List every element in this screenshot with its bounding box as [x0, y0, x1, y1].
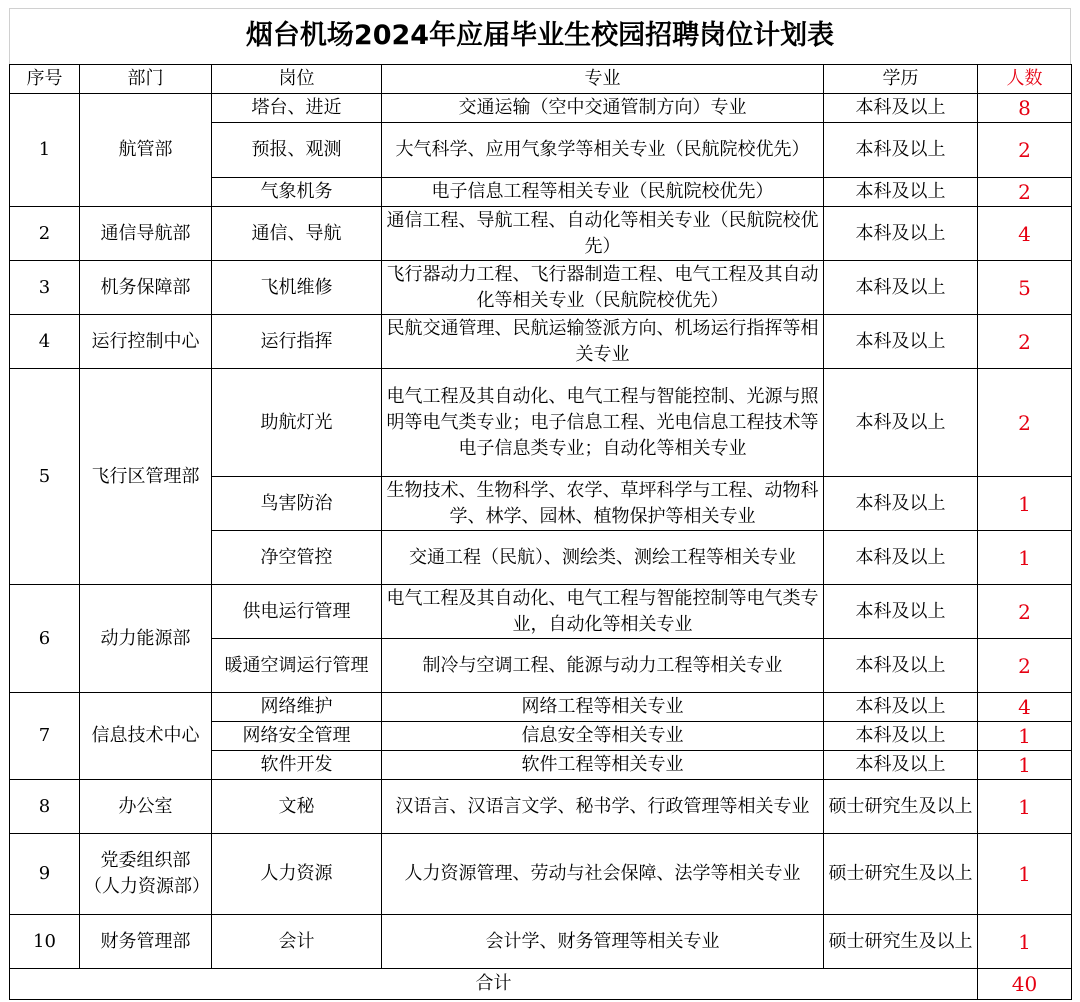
- row-post: 飞机维修: [212, 261, 382, 315]
- row-edu: 本科及以上: [824, 369, 978, 477]
- row-post: 文秘: [212, 780, 382, 834]
- row-major: 制冷与空调工程、能源与动力工程等相关专业: [382, 639, 824, 693]
- row-count: 1: [978, 531, 1072, 585]
- row-edu: 硕士研究生及以上: [824, 915, 978, 969]
- row-dept: 航管部: [80, 94, 212, 207]
- table-row: [10, 369, 1072, 477]
- row-edu: 本科及以上: [824, 639, 978, 693]
- row-major: 会计学、财务管理等相关专业: [382, 915, 824, 969]
- row-major: 交通运输（空中交通管制方向）专业: [382, 94, 824, 123]
- row-dept: 动力能源部: [80, 585, 212, 693]
- row-post: 供电运行管理: [212, 585, 382, 639]
- row-count: 4: [978, 693, 1072, 722]
- row-edu: 硕士研究生及以上: [824, 834, 978, 915]
- header-no: 序号: [10, 65, 80, 94]
- row-major: 网络工程等相关专业: [382, 693, 824, 722]
- row-count: 2: [978, 315, 1072, 369]
- row-edu: 本科及以上: [824, 722, 978, 751]
- table-row: [10, 834, 1072, 915]
- row-dept: 运行控制中心: [80, 315, 212, 369]
- recruitment-plan-table: [9, 64, 1072, 1000]
- row-major: 电气工程及其自动化、电气工程与智能控制等电气类专业，自动化等相关专业: [382, 585, 824, 639]
- row-count: 2: [978, 585, 1072, 639]
- row-post: 暖通空调运行管理: [212, 639, 382, 693]
- row-edu: 本科及以上: [824, 178, 978, 207]
- row-count: 1: [978, 834, 1072, 915]
- row-post: 网络维护: [212, 693, 382, 722]
- row-major: 通信工程、导航工程、自动化等相关专业（民航院校优先）: [382, 207, 824, 261]
- row-no: 2: [10, 207, 80, 261]
- row-dept: 财务管理部: [80, 915, 212, 969]
- header-post: 岗位: [212, 65, 382, 94]
- row-dept: 飞行区管理部: [80, 369, 212, 585]
- row-no: 9: [10, 834, 80, 915]
- row-edu: 本科及以上: [824, 315, 978, 369]
- row-count: 5: [978, 261, 1072, 315]
- row-count: 1: [978, 722, 1072, 751]
- row-no: 3: [10, 261, 80, 315]
- row-count: 1: [978, 751, 1072, 780]
- row-count: 2: [978, 123, 1072, 178]
- total-row: [10, 969, 1072, 1000]
- row-edu: 本科及以上: [824, 477, 978, 531]
- row-post: 净空管控: [212, 531, 382, 585]
- table-row: [10, 693, 1072, 722]
- page-title: 烟台机场2024年应届毕业生校园招聘岗位计划表: [245, 20, 835, 51]
- row-post: 预报、观测: [212, 123, 382, 178]
- row-count: 1: [978, 477, 1072, 531]
- header-edu: 学历: [824, 65, 978, 94]
- row-dept: 党委组织部（人力资源部）: [80, 834, 212, 915]
- row-no: 10: [10, 915, 80, 969]
- table-row: [10, 207, 1072, 261]
- row-no: 4: [10, 315, 80, 369]
- row-count: 2: [978, 178, 1072, 207]
- row-no: 1: [10, 94, 80, 207]
- row-no: 7: [10, 693, 80, 780]
- row-edu: 本科及以上: [824, 585, 978, 639]
- row-post: 人力资源: [212, 834, 382, 915]
- row-post: 通信、导航: [212, 207, 382, 261]
- row-major: 人力资源管理、劳动与社会保障、法学等相关专业: [382, 834, 824, 915]
- row-major: 汉语言、汉语言文学、秘书学、行政管理等相关专业: [382, 780, 824, 834]
- total-label: 合计: [10, 969, 978, 1000]
- row-major: 软件工程等相关专业: [382, 751, 824, 780]
- row-dept: 办公室: [80, 780, 212, 834]
- row-count: 2: [978, 369, 1072, 477]
- header-major: 专业: [382, 65, 824, 94]
- row-edu: 本科及以上: [824, 751, 978, 780]
- table-row: [10, 585, 1072, 639]
- row-count: 4: [978, 207, 1072, 261]
- row-major: 飞行器动力工程、飞行器制造工程、电气工程及其自动化等相关专业（民航院校优先）: [382, 261, 824, 315]
- row-post: 软件开发: [212, 751, 382, 780]
- row-count: 1: [978, 915, 1072, 969]
- row-dept: 机务保障部: [80, 261, 212, 315]
- row-post: 运行指挥: [212, 315, 382, 369]
- row-no: 5: [10, 369, 80, 585]
- table-row: [10, 94, 1072, 123]
- row-post: 鸟害防治: [212, 477, 382, 531]
- row-edu: 本科及以上: [824, 693, 978, 722]
- row-post: 助航灯光: [212, 369, 382, 477]
- row-no: 8: [10, 780, 80, 834]
- header-dept: 部门: [80, 65, 212, 94]
- row-major: 大气科学、应用气象学等相关专业（民航院校优先）: [382, 123, 824, 178]
- row-dept: 通信导航部: [80, 207, 212, 261]
- row-post: 网络安全管理: [212, 722, 382, 751]
- row-edu: 本科及以上: [824, 261, 978, 315]
- row-count: 8: [978, 94, 1072, 123]
- row-edu: 本科及以上: [824, 123, 978, 178]
- row-edu: 本科及以上: [824, 94, 978, 123]
- row-count: 2: [978, 639, 1072, 693]
- row-no: 6: [10, 585, 80, 693]
- table-row: [10, 315, 1072, 369]
- row-major: 交通工程（民航）、测绘类、测绘工程等相关专业: [382, 531, 824, 585]
- row-post: 气象机务: [212, 178, 382, 207]
- row-edu: 硕士研究生及以上: [824, 780, 978, 834]
- table-row: [10, 261, 1072, 315]
- header-count: 人数: [978, 65, 1072, 94]
- row-post: 会计: [212, 915, 382, 969]
- table-row: [10, 780, 1072, 834]
- row-major: 民航交通管理、民航运输签派方向、机场运行指挥等相关专业: [382, 315, 824, 369]
- row-post: 塔台、进近: [212, 94, 382, 123]
- row-edu: 本科及以上: [824, 531, 978, 585]
- header-row: [10, 65, 1072, 94]
- row-dept: 信息技术中心: [80, 693, 212, 780]
- row-major: 电气工程及其自动化、电气工程与智能控制、光源与照明等电气类专业；电子信息工程、光电信息工程技术等电子信息类专业；自动化等相关专业: [382, 369, 824, 477]
- row-count: 1: [978, 780, 1072, 834]
- row-major: 电子信息工程等相关专业（民航院校优先）: [382, 178, 824, 207]
- total-count: 40: [978, 969, 1072, 1000]
- row-edu: 本科及以上: [824, 207, 978, 261]
- row-major: 信息安全等相关专业: [382, 722, 824, 751]
- table-row: [10, 915, 1072, 969]
- row-major: 生物技术、生物科学、农学、草坪科学与工程、动物科学、林学、园林、植物保护等相关专业: [382, 477, 824, 531]
